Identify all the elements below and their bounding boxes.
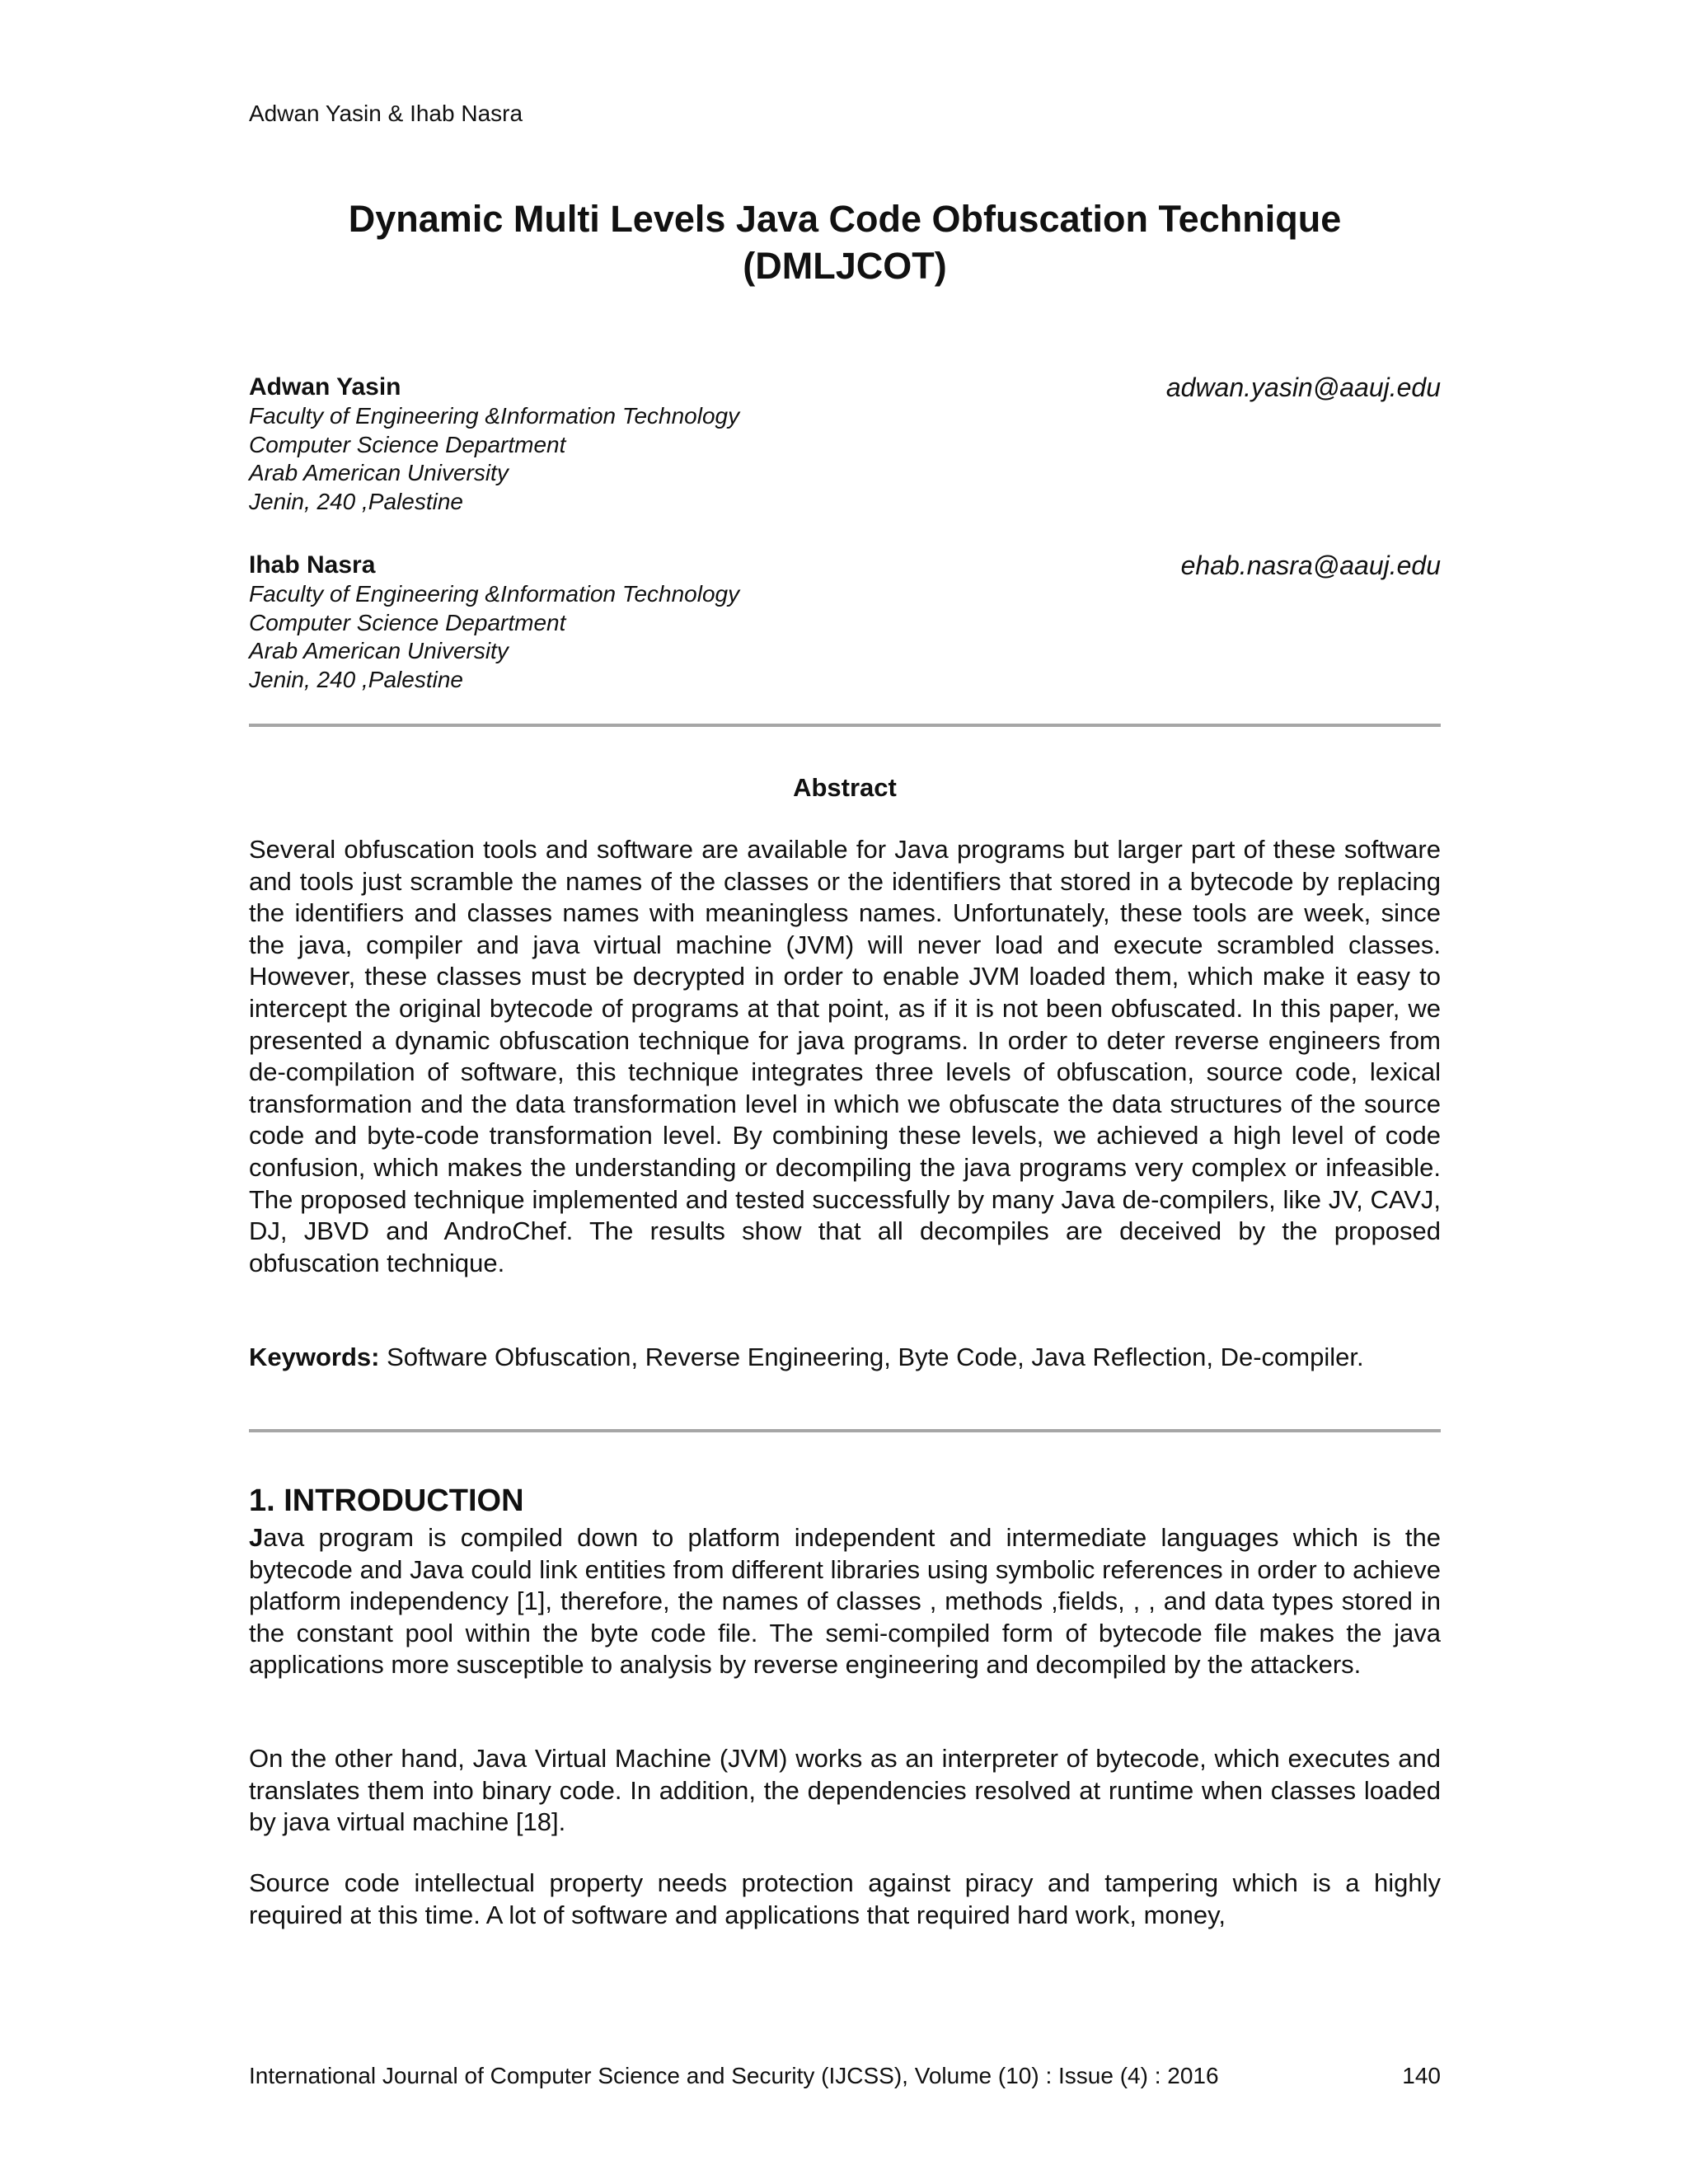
abstract-heading: Abstract <box>793 773 897 802</box>
author-affiliation-line: Faculty of Engineering &Information Technology <box>249 403 740 429</box>
paper-title <box>249 195 1441 289</box>
author-affiliation-line: Faculty of Engineering &Information Technology <box>249 581 740 607</box>
author-email: adwan.yasin@aauj.edu <box>1165 373 1441 402</box>
section-heading-introduction: 1. INTRODUCTION <box>249 1483 524 1518</box>
title-line-2: (DMLJCOT) <box>743 245 947 287</box>
author-affiliation-line: Computer Science Department <box>249 609 566 635</box>
author-email: ehab.nasra@aauj.edu <box>1180 551 1441 580</box>
author-name: Adwan Yasin <box>249 373 401 401</box>
intro-paragraph-2: On the other hand, Java Virtual Machine (JVM) works as an interpreter of bytecode, which executes and translates them into binary code. In addition, the dependencies resolved at runtime when classes loaded by java virtual machine [18]. <box>249 1744 1441 1837</box>
footer-journal: International Journal of Computer Science and Security (IJCSS), Volume (10) : Issue (4) : 2016 <box>249 2063 1219 2088</box>
keywords-text: Software Obfuscation, Reverse Engineering, Byte Code, Java Reflection, De-compiler. <box>379 1343 1364 1371</box>
author-affiliation-line: Arab American University <box>249 460 509 485</box>
keywords <box>249 1342 1441 1374</box>
keywords-label: Keywords: <box>249 1343 380 1371</box>
page-footer <box>249 2062 1441 2090</box>
divider-rule-bottom <box>249 1429 1441 1432</box>
title-line-1: Dynamic Multi Levels Java Code Obfuscation Technique <box>348 198 1342 240</box>
intro-paragraph-3: Source code intellectual property needs protection against piracy and tampering which is a highly required at this time. A lot of software and applications that required hard work, money, <box>249 1868 1441 1929</box>
author-affiliation-line: Arab American University <box>249 638 509 663</box>
intro-initial-letter: J <box>249 1523 264 1552</box>
page-number: 140 <box>1402 2063 1441 2088</box>
author-block-2 <box>249 551 1441 694</box>
author-name: Ihab Nasra <box>249 551 376 579</box>
author-affiliation-line: Jenin, 240 ,Palestine <box>249 488 463 514</box>
author-affiliation-line: Computer Science Department <box>249 431 566 457</box>
abstract-text: Several obfuscation tools and software are available for Java programs but larger part of these software and tools just scramble the names of the classes or the identifiers that stored in a bytecode by replacing the identifiers and classes names with meaningless names. Unfortunately, these tools are week, since the java, compiler and java virtual machine (JVM) will never load and execute scrambled classes. However, these classes must be decrypted in order to enable JVM loaded them, which make it easy to intercept the original bytecode of programs at that point, as if it is not been obfuscated. In this paper, we presented a dynamic obfuscation technique for java programs. In order to deter reverse engineers from de-compilation of software, this technique integrates three levels of obfuscation, source code, lexical transformation and the data transformation level in which we obfuscate the data structures of the source code and byte-code transformation level. By combining these levels, we achieved a high level of code confusion, which makes the understanding or decompiling the java programs very complex or infeasible. The proposed technique implemented and tested successfully by many Java de-compilers, like JV, CAVJ, DJ, JBVD and AndroChef. The results show that all decompiles are deceived by the proposed obfuscation technique. <box>249 835 1441 1277</box>
intro-paragraph-1-text: ava program is compiled down to platform independent and intermediate languages which is the bytecode and Java could link entities from different libraries using symbolic references in order to achieve platform independency [1], therefore, the names of classes , methods ,fields, , , and data types stored in the constant pool within the byte code file. The semi-compiled form of bytecode file makes the java applications more susceptible to analysis by reverse engineering and decompiled by the attackers. <box>249 1523 1441 1680</box>
running-head: Adwan Yasin & Ihab Nasra <box>249 101 523 126</box>
intro-paragraph-1 <box>249 1522 1441 1681</box>
author-block-1 <box>249 373 1441 516</box>
author-affiliation-line: Jenin, 240 ,Palestine <box>249 666 463 692</box>
divider-rule-top <box>249 724 1441 727</box>
